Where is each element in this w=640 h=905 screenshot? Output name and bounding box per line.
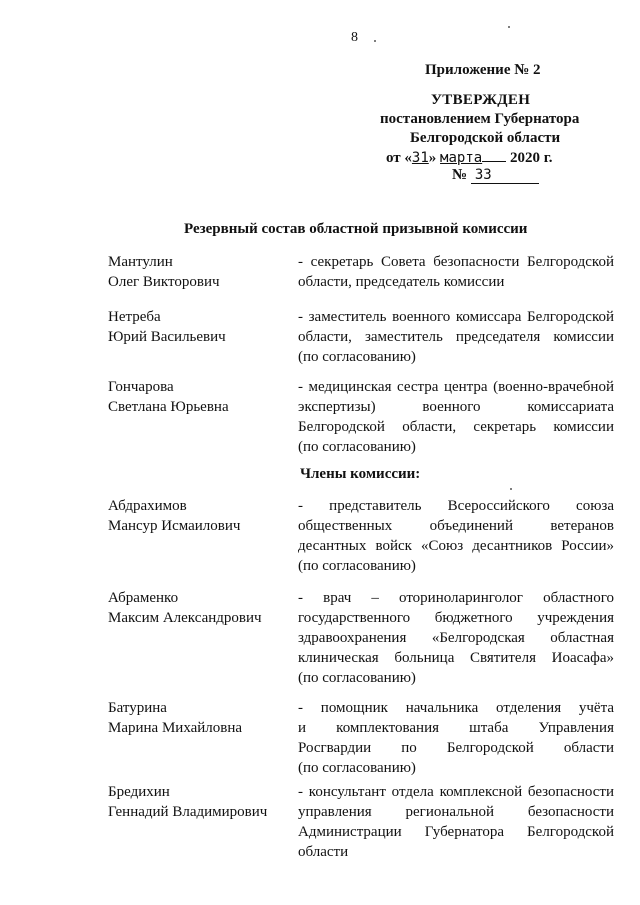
duty-line: общественных объединений ветеранов bbox=[298, 518, 614, 534]
date-blank bbox=[482, 149, 506, 162]
member-name bbox=[108, 252, 298, 292]
member-surname: Бредихин bbox=[108, 784, 170, 800]
duty-line: - помощник начальника отделения учёта bbox=[298, 700, 614, 716]
scan-speck bbox=[508, 26, 510, 28]
member-given-name: Максим Александрович bbox=[108, 610, 262, 626]
member-name bbox=[108, 307, 298, 347]
duty-line: - консультант отдела комплексной безопасности bbox=[298, 784, 614, 800]
member-given-name: Олег Викторович bbox=[108, 274, 220, 290]
member-duty bbox=[298, 377, 614, 457]
duty-line: Белгородской области, секретарь комиссии bbox=[298, 419, 614, 435]
duty-line: области, заместитель председателя комиссии bbox=[298, 329, 614, 345]
decree-line: постановлением Губернатора bbox=[380, 111, 580, 127]
duty-line: - секретарь Совета безопасности Белгородской bbox=[298, 254, 614, 270]
member-surname: Батурина bbox=[108, 700, 167, 716]
member-given-name: Мансур Исмаилович bbox=[108, 518, 241, 534]
duty-line: клиническая больница Святителя Иоасафа» bbox=[298, 650, 614, 666]
duty-line: Администрации Губернатора Белгородской bbox=[298, 824, 614, 840]
duty-line: (по согласованию) bbox=[298, 558, 416, 574]
date-line bbox=[386, 149, 553, 167]
date-prefix: от « bbox=[386, 150, 412, 166]
member-surname: Абдрахимов bbox=[108, 498, 187, 514]
duty-line: государственного бюджетного учреждения bbox=[298, 610, 614, 626]
member-name bbox=[108, 698, 298, 738]
duty-line: области bbox=[298, 844, 349, 860]
number-line bbox=[452, 167, 539, 184]
duty-line: Росгвардии по Белгородской области bbox=[298, 740, 614, 756]
duty-line: - заместитель военного комиссара Белгородской bbox=[298, 309, 614, 325]
duty-line: управления региональной безопасности bbox=[298, 804, 614, 820]
number-value: 33 bbox=[471, 167, 539, 184]
member-duty bbox=[298, 252, 614, 292]
duty-line: - врач – оториноларинголог областного bbox=[298, 590, 614, 606]
duty-line: области, председатель комиссии bbox=[298, 274, 505, 290]
member-surname: Абраменко bbox=[108, 590, 179, 606]
member-name bbox=[108, 588, 298, 628]
region-line: Белгородской области bbox=[410, 130, 561, 146]
scan-speck bbox=[510, 488, 512, 490]
members-heading: Члены комиссии: bbox=[300, 466, 421, 482]
member-name bbox=[108, 377, 298, 417]
member-duty bbox=[298, 307, 614, 367]
member-surname: Гончарова bbox=[108, 379, 174, 395]
member-given-name: Геннадий Владимирович bbox=[108, 804, 268, 820]
duty-line: экспертизы) военного комиссариата bbox=[298, 399, 614, 415]
member-name bbox=[108, 496, 298, 536]
member-surname: Нетреба bbox=[108, 309, 161, 325]
member-surname: Мантулин bbox=[108, 254, 173, 270]
date-day: 31 bbox=[411, 150, 429, 166]
member-given-name: Светлана Юрьевна bbox=[108, 399, 229, 415]
document-title: Резервный состав областной призывной комиссии bbox=[184, 221, 528, 237]
duty-line: (по согласованию) bbox=[298, 760, 416, 776]
member-duty bbox=[298, 496, 614, 576]
duty-line: здравоохранения «Белгородская областная bbox=[298, 630, 614, 646]
duty-line: (по согласованию) bbox=[298, 439, 416, 455]
member-given-name: Марина Михайловна bbox=[108, 720, 243, 736]
date-month: марта bbox=[440, 150, 483, 166]
approved-label: УТВЕРЖДЕН bbox=[431, 92, 531, 108]
member-name bbox=[108, 782, 298, 822]
member-duty bbox=[298, 588, 614, 688]
member-duty bbox=[298, 698, 614, 778]
duty-line: (по согласованию) bbox=[298, 349, 416, 365]
appendix-label: Приложение № 2 bbox=[425, 62, 541, 78]
duty-line: десантных войск «Союз десантников России» bbox=[298, 538, 614, 554]
duty-line: (по согласованию) bbox=[298, 670, 416, 686]
duty-line: - представитель Всероссийского союза bbox=[298, 498, 614, 514]
number-prefix: № bbox=[452, 167, 471, 183]
duty-line: и комплектования штаба Управления bbox=[298, 720, 614, 736]
duty-line: - медицинская сестра центра (военно-врачебной bbox=[298, 379, 614, 395]
member-given-name: Юрий Васильевич bbox=[108, 329, 226, 345]
member-duty bbox=[298, 782, 614, 862]
page-number: 8 bbox=[351, 30, 358, 45]
date-mid: » bbox=[428, 150, 441, 166]
date-year: 2020 г. bbox=[509, 150, 553, 166]
scan-speck bbox=[374, 40, 376, 42]
